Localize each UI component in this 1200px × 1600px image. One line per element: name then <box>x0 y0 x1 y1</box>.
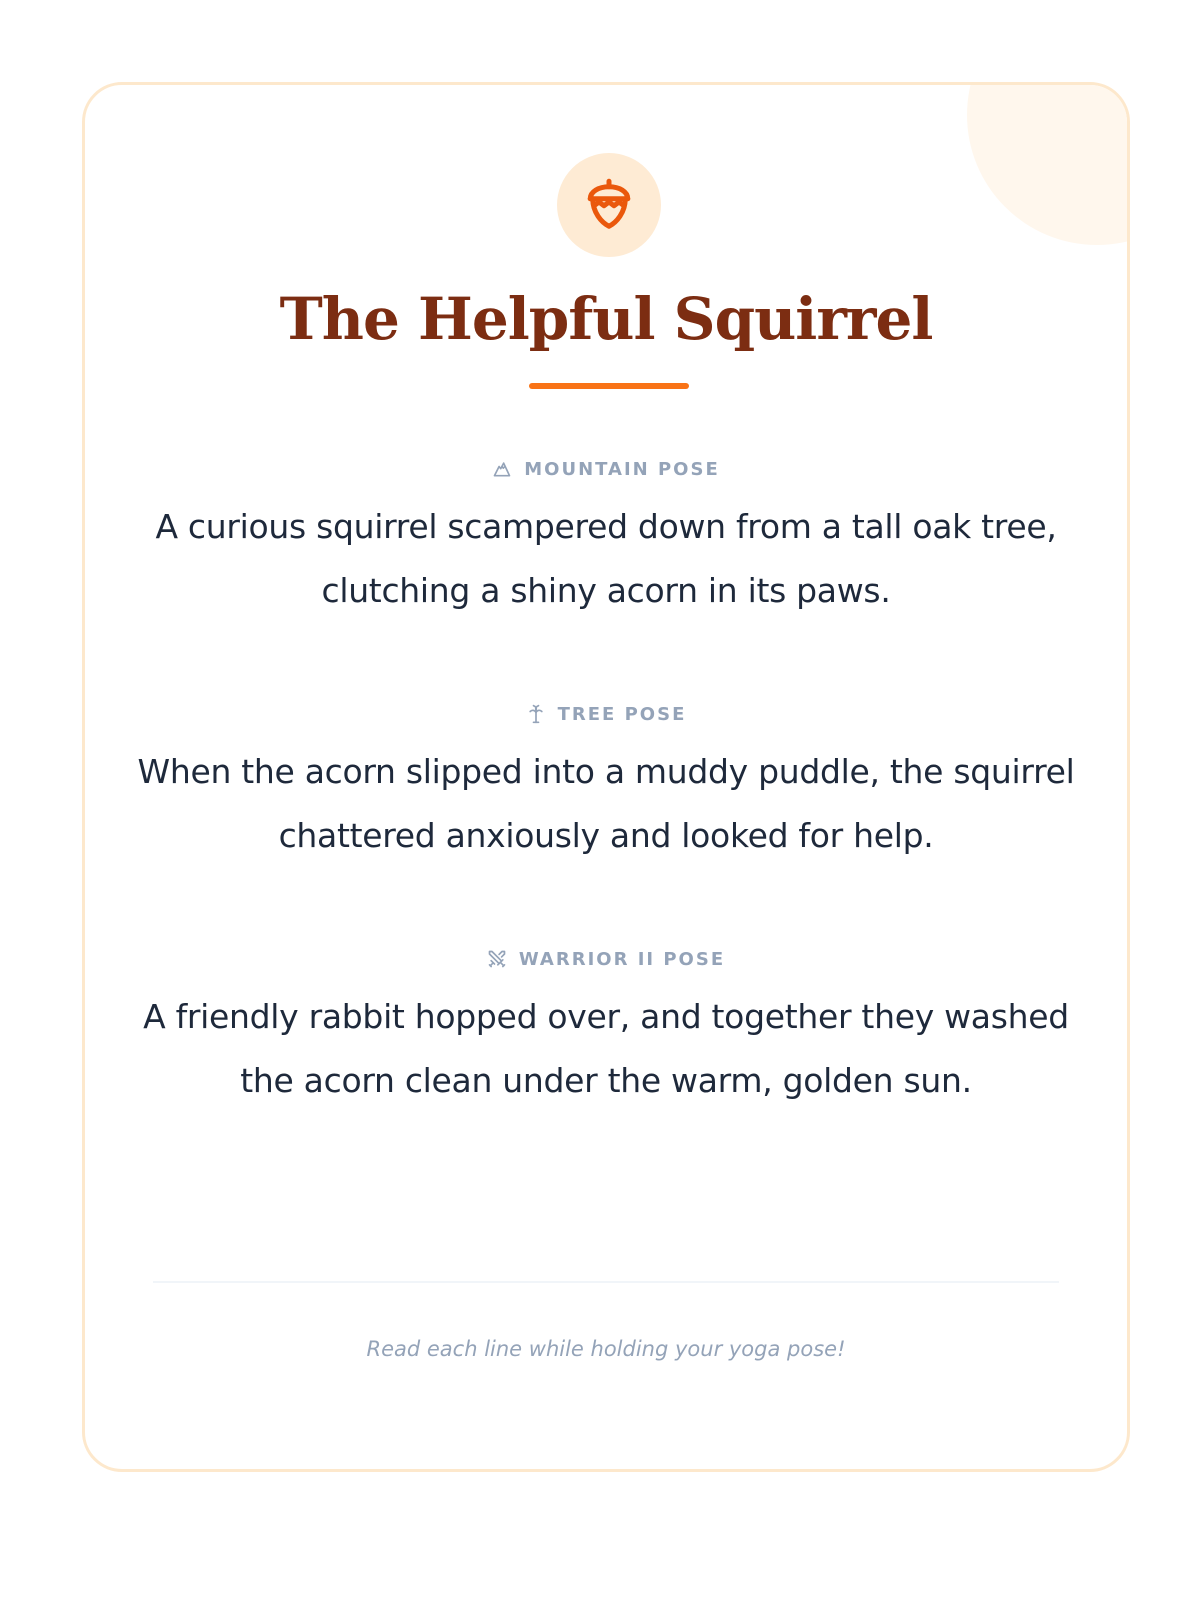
pose-label <box>125 455 1087 483</box>
divider <box>153 1281 1059 1283</box>
title-underline <box>529 383 689 389</box>
story-section-warrior <box>125 945 1087 1113</box>
pose-label <box>125 945 1087 973</box>
story-title: The Helpful Squirrel <box>279 285 933 353</box>
footer-note: Read each line while holding your yoga pose! <box>366 1337 846 1361</box>
acorn-icon <box>579 175 639 235</box>
pose-name: MOUNTAIN POSE <box>524 458 720 480</box>
swords-icon <box>487 949 507 969</box>
corner-decoration <box>967 82 1130 245</box>
story-section-mountain <box>125 455 1087 623</box>
story-card <box>82 82 1130 1472</box>
pose-name: WARRIOR II POSE <box>518 948 726 970</box>
story-text: A curious squirrel scampered down from a tall oak tree, clutching a shiny acorn in its paws. <box>155 507 1057 610</box>
tree-icon <box>526 704 546 724</box>
mountain-icon <box>492 459 512 479</box>
story-section-tree <box>125 700 1087 868</box>
pose-name: TREE POSE <box>557 703 687 725</box>
header-icon-badge <box>557 153 661 257</box>
pose-label <box>125 700 1087 728</box>
story-text: When the acorn slipped into a muddy puddle, the squirrel chattered anxiously and looked for help. <box>137 752 1075 855</box>
story-text: A friendly rabbit hopped over, and together they washed the acorn clean under the warm, golden sun. <box>143 997 1069 1100</box>
